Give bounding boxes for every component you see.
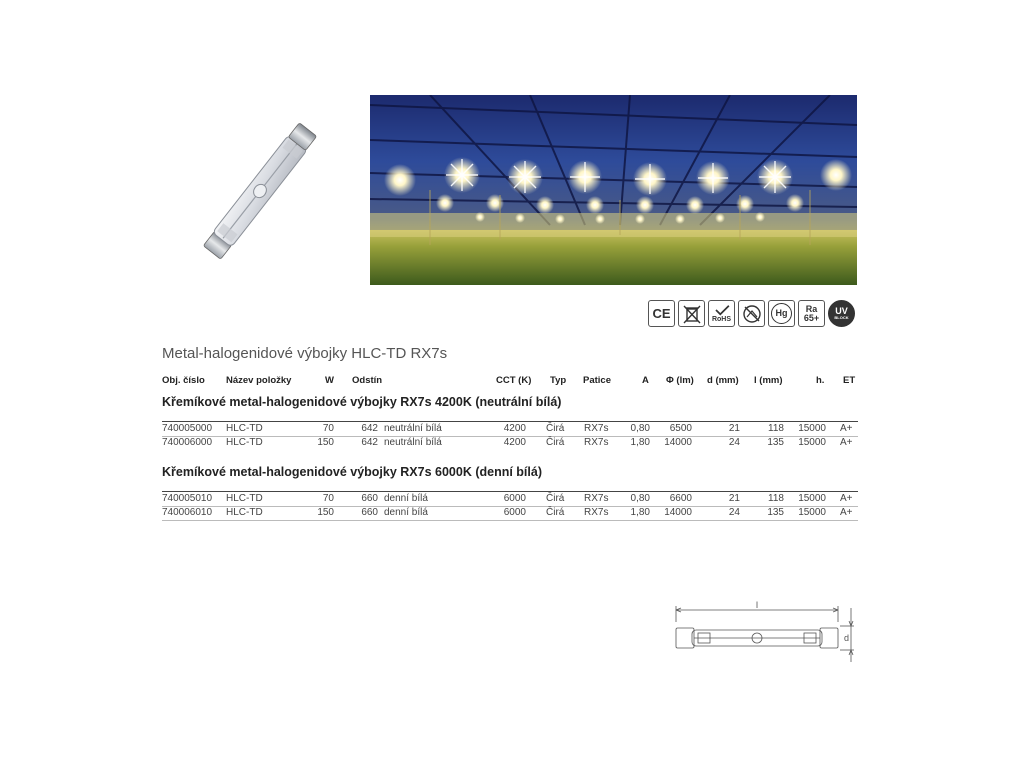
cell-cri: 642	[361, 423, 378, 434]
cell-name: HLC-TD	[226, 507, 263, 518]
table-row	[162, 437, 858, 450]
header-et: ET	[843, 375, 856, 386]
cell-a: 1,80	[630, 437, 650, 448]
divider	[162, 520, 858, 521]
cell-base: RX7s	[584, 423, 609, 434]
diameter-label: d	[844, 633, 850, 643]
cell-a: 0,80	[630, 423, 650, 434]
group-title-6000k: Křemíkové metal-halogenidové výbojky RX7s 6000K (denní bílá)	[162, 465, 542, 479]
cell-shade: denní bílá	[384, 493, 428, 504]
header-number: Obj. číslo	[162, 375, 205, 386]
certification-icons	[648, 300, 855, 330]
cell-number: 740006000	[162, 437, 213, 448]
cell-d: 21	[728, 423, 740, 434]
divider	[162, 421, 858, 422]
ce-mark-icon: CE	[648, 300, 675, 327]
cell-w: 70	[322, 423, 334, 434]
header-a: A	[642, 375, 649, 386]
weee-bin-icon	[678, 300, 705, 327]
cell-w: 70	[322, 493, 334, 504]
cell-cct: 4200	[503, 437, 526, 448]
cell-l: 135	[767, 507, 784, 518]
header-cct: CCT (K)	[496, 375, 532, 386]
header-l: l (mm)	[754, 375, 783, 386]
cell-shade: neutrální bílá	[384, 437, 442, 448]
cell-base: RX7s	[584, 507, 609, 518]
cell-et: A+	[840, 437, 853, 448]
cell-shade: neutrální bílá	[384, 423, 442, 434]
cell-flux: 6500	[669, 423, 692, 434]
no-dimming-icon	[738, 300, 765, 327]
greenhouse-photo	[370, 95, 857, 285]
ra-icon: Ra 65+	[798, 300, 825, 327]
cell-et: A+	[840, 507, 853, 518]
cell-d: 21	[728, 493, 740, 504]
cell-l: 135	[767, 437, 784, 448]
divider	[162, 491, 858, 492]
cell-base: RX7s	[584, 437, 609, 448]
header-type: Typ	[550, 375, 567, 386]
table-header	[162, 375, 858, 388]
cell-name: HLC-TD	[226, 423, 263, 434]
cell-number: 740005000	[162, 423, 213, 434]
header-shade: Odstín	[352, 375, 383, 386]
header-flux: Φ (lm)	[666, 375, 694, 386]
cell-number: 740005010	[162, 493, 213, 504]
page-title: Metal-halogenidové výbojky HLC-TD RX7s	[162, 345, 448, 362]
cell-type: Čirá	[546, 437, 565, 448]
cell-flux: 14000	[664, 437, 692, 448]
cell-base: RX7s	[584, 493, 609, 504]
group-title-4200k: Křemíkové metal-halogenidové výbojky RX7s 4200K (neutrální bílá)	[162, 395, 562, 409]
header-d: d (mm)	[707, 375, 739, 386]
header-name: Název položky	[226, 375, 292, 386]
header-w: W	[325, 375, 334, 386]
lamp-product-image	[180, 116, 340, 266]
cell-cct: 4200	[503, 423, 526, 434]
cell-a: 0,80	[630, 493, 650, 504]
cell-cri: 660	[361, 493, 378, 504]
uv-block-icon: UV BLOCK	[828, 300, 855, 327]
cell-a: 1,80	[630, 507, 650, 518]
cell-l: 118	[768, 423, 784, 434]
length-label: l	[756, 600, 758, 610]
cell-d: 24	[728, 437, 740, 448]
cell-et: A+	[840, 423, 853, 434]
rohs-icon: RoHS	[708, 300, 735, 327]
mercury-icon: Hg	[768, 300, 795, 327]
cell-type: Čirá	[546, 507, 565, 518]
cell-name: HLC-TD	[226, 437, 263, 448]
cell-hours: 15000	[798, 423, 826, 434]
cell-shade: denní bílá	[384, 507, 428, 518]
cell-type: Čirá	[546, 423, 565, 434]
cell-d: 24	[728, 507, 740, 518]
table-row	[162, 423, 858, 436]
cell-cri: 642	[361, 437, 378, 448]
cell-number: 740006010	[162, 507, 213, 518]
cell-hours: 15000	[798, 437, 826, 448]
cell-cct: 6000	[503, 493, 526, 504]
lamp-dimension-diagram	[668, 600, 858, 665]
cell-w: 150	[317, 507, 334, 518]
cell-type: Čirá	[546, 493, 565, 504]
cell-name: HLC-TD	[226, 493, 263, 504]
cell-cct: 6000	[503, 507, 526, 518]
cell-l: 118	[768, 493, 784, 504]
table-row	[162, 507, 858, 520]
header-base: Patice	[583, 375, 611, 386]
cell-et: A+	[840, 493, 853, 504]
cell-flux: 6600	[669, 493, 692, 504]
cell-hours: 15000	[798, 493, 826, 504]
table-row	[162, 493, 858, 506]
cell-flux: 14000	[664, 507, 692, 518]
cell-w: 150	[317, 437, 334, 448]
cell-hours: 15000	[798, 507, 826, 518]
cell-cri: 660	[361, 507, 378, 518]
header-hours: h.	[816, 375, 825, 386]
